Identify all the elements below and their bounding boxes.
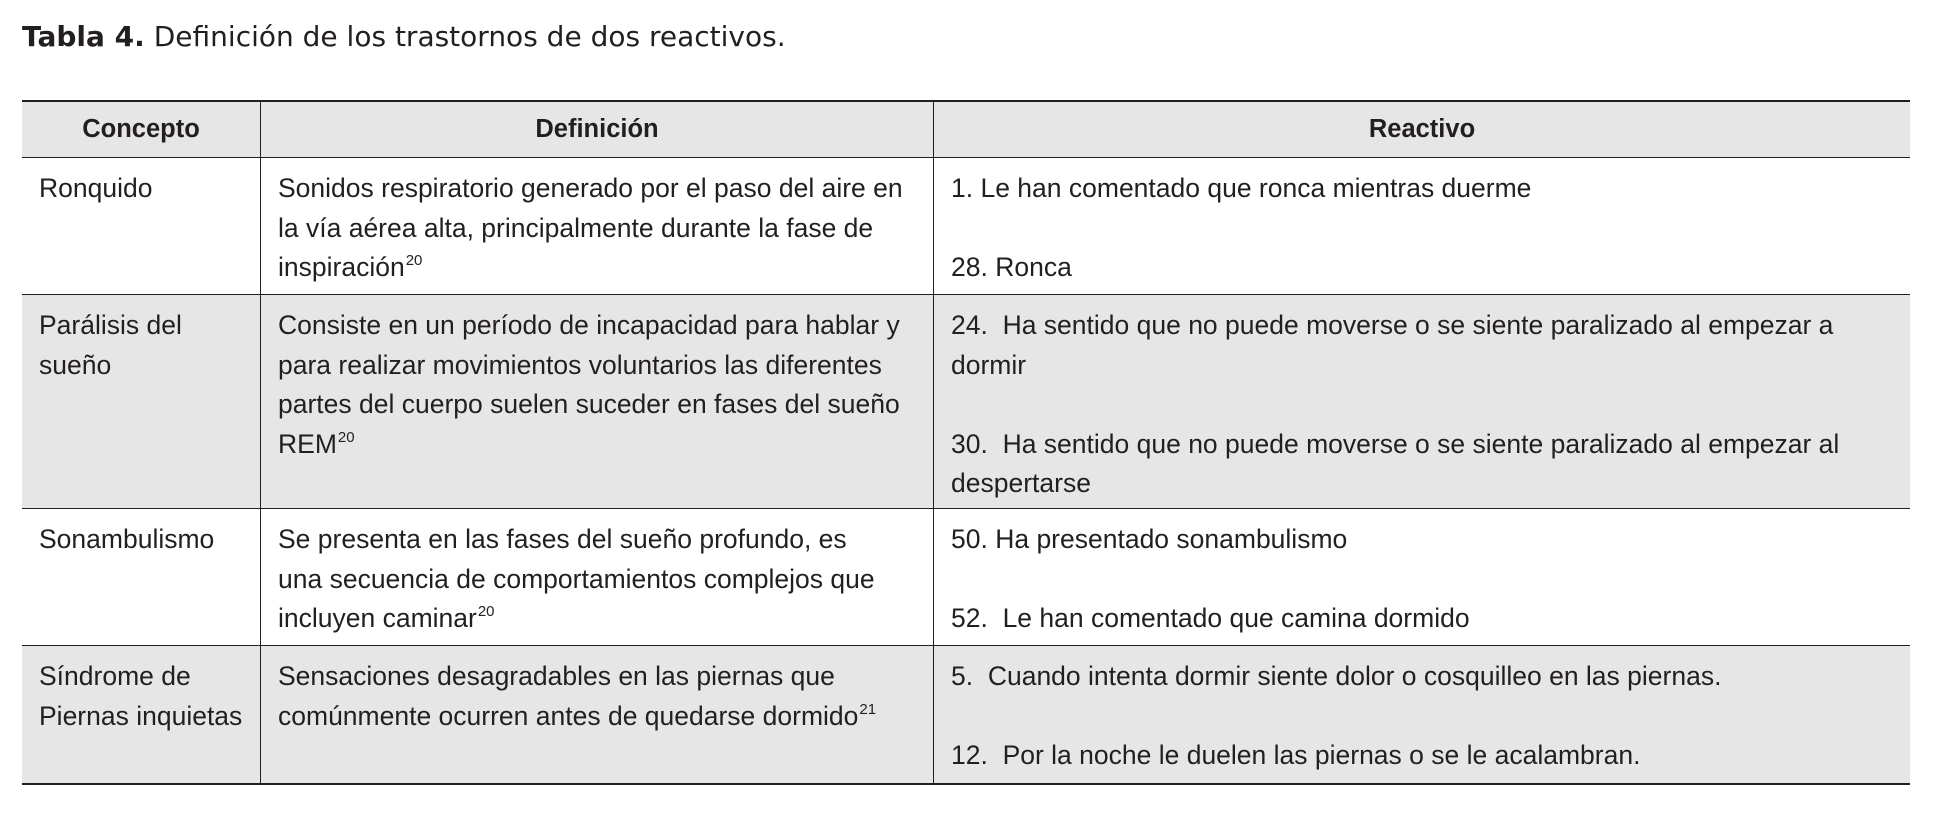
reactivo-cell [933, 646, 1910, 783]
definicion-cell [260, 158, 933, 294]
concepto-cell [22, 295, 260, 508]
reactivo-item [951, 736, 1902, 776]
definicion-line-text: inspiración [278, 252, 405, 282]
definicion-line: partes del cuerpo suelen suceder en fases del sueño [278, 389, 900, 419]
definicion-line: Consiste en un período de incapacidad para hablar y [278, 310, 900, 340]
concepto-cell [22, 158, 260, 294]
definicion-cell [260, 295, 933, 508]
concepto-line: Piernas inquietas [39, 700, 243, 731]
reactivo-line: despertarse [951, 468, 1091, 498]
definicion-line: una secuencia de comportamientos complejos que [278, 563, 875, 594]
reference-superscript: 20 [477, 603, 495, 620]
reactivo-line: 28. Ronca [951, 252, 1072, 282]
reactivo-line: 30. Ha sentido que no puede moverse o se siente paralizado al empezar al [951, 428, 1840, 459]
table-row [22, 158, 1910, 295]
concepto-line: Ronquido [39, 173, 153, 203]
table-caption [22, 20, 786, 54]
reactivo-line: 1. Le han comentado que ronca mientras duerme [951, 173, 1532, 203]
reactivo-item [951, 657, 1902, 697]
definicion-line [278, 248, 925, 288]
reactivo-line: 50. Ha presentado sonambulismo [951, 524, 1348, 554]
reactivo-line: 52. Le han comentado que camina dormido [951, 603, 1470, 633]
concepto-line: sueño [39, 349, 112, 380]
definicion-line: la vía aérea alta, principalmente durante la fase de [278, 212, 874, 243]
reactivo-item [951, 599, 1902, 639]
definicion-line: Sonidos respiratorio generado por el paso del aire en [278, 173, 903, 203]
reactivo-item [951, 248, 1902, 288]
table-row [22, 295, 1910, 509]
concepto-cell [22, 509, 260, 645]
definicion-line-text: comúnmente ocurren antes de quedarse dormido [278, 700, 859, 731]
concepto-line: Sonambulismo [39, 524, 215, 554]
reactivo-item [951, 306, 1902, 385]
reference-superscript: 20 [405, 252, 423, 269]
concepto-cell [22, 646, 260, 783]
definicion-cell [260, 509, 933, 645]
column-header-definicion: Definición [260, 102, 933, 157]
column-header-reactivo: Reactivo [933, 102, 1910, 157]
reactivo-cell [933, 509, 1910, 645]
column-header-concepto: Concepto [82, 114, 200, 143]
definicion-cell [260, 646, 933, 783]
definicion-line: para realizar movimientos voluntarios las diferentes [278, 349, 882, 380]
reactivo-item [951, 425, 1902, 504]
concepto-line: Parálisis del [39, 310, 182, 340]
table-row [22, 509, 1910, 646]
definicion-line [278, 697, 925, 737]
definicion-line-text: incluyen caminar [278, 603, 477, 633]
table-row [22, 646, 1910, 785]
reactivo-line: 5. Cuando intenta dormir siente dolor o cosquilleo en las piernas. [951, 661, 1722, 691]
definicion-line [278, 599, 925, 639]
reactivo-item [951, 520, 1902, 560]
reference-superscript: 21 [859, 700, 877, 718]
caption-text: Definición de los trastornos de dos reactivos. [153, 20, 786, 53]
reactivo-cell [933, 295, 1910, 508]
definicion-line: Se presenta en las fases del sueño profundo, es [278, 524, 847, 554]
reactivo-line: dormir [951, 349, 1027, 380]
table-header-row [22, 102, 1910, 158]
definicion-line-text: REM [278, 428, 337, 459]
reactivo-item [951, 169, 1902, 209]
definicion-line [278, 425, 925, 465]
definicion-line: Sensaciones desagradables en las piernas que [278, 661, 835, 691]
reference-superscript: 20 [337, 428, 355, 446]
reactivo-line: 24. Ha sentido que no puede moverse o se siente paralizado al empezar a [951, 310, 1834, 340]
data-table [22, 100, 1910, 785]
concepto-line: Síndrome de [39, 661, 191, 691]
reactivo-cell [933, 158, 1910, 294]
reactivo-line: 12. Por la noche le duelen las piernas o se le acalambran. [951, 740, 1641, 770]
caption-label: Tabla 4. [22, 20, 145, 53]
